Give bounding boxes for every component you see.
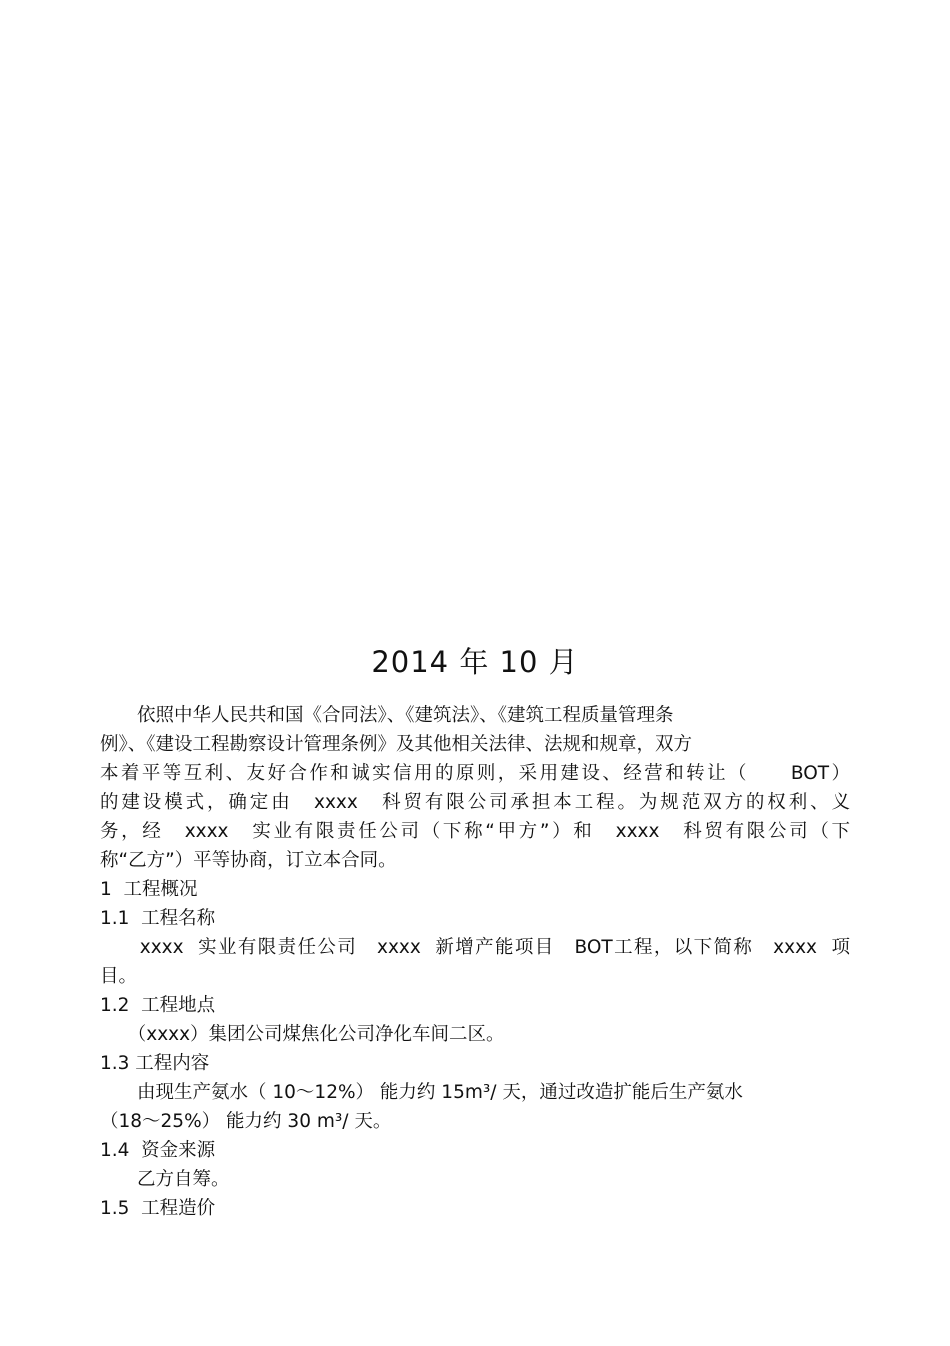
project-name-line-1: xxxx 实业有限责任公司 xxxx 新增产能项目 BOT工程，以下简称 xxxx 项 xyxy=(100,937,850,958)
intro-line-6: 称“乙方”）平等协商，订立本合同。 xyxy=(100,850,397,871)
section-heading-1: 1 工程概况 xyxy=(100,879,198,900)
project-content-line-2: （18～25%） 能力约 30 m³/ 天。 xyxy=(100,1111,392,1132)
section-heading-1-1: 1.1 工程名称 xyxy=(100,908,216,929)
section-heading-1-5: 1.5 工程造价 xyxy=(100,1198,216,1219)
project-content-line-1: 由现生产氨水（ 10～12%） 能力约 15m³/ 天，通过改造扩能后生产氨水 xyxy=(100,1082,743,1103)
intro-line-1: 依照中华人民共和国《合同法》、《建筑法》、《建筑工程质量管理条 xyxy=(100,705,674,726)
intro-line-5: 务，经 xxxx 实业有限责任公司（下称“甲方”）和 xxxx 科贸有限公司（下 xyxy=(100,821,850,842)
intro-line-3: 本着平等互利、友好合作和诚实信用的原则，采用建设、经营和转让（ BOT） xyxy=(100,763,850,784)
project-name-line-2: 目。 xyxy=(100,966,138,987)
intro-line-2: 例》、《建设工程勘察设计管理条例》及其他相关法律、法规和规章，双方 xyxy=(100,734,693,755)
section-heading-1-4: 1.4 资金来源 xyxy=(100,1140,216,1161)
section-heading-1-2: 1.2 工程地点 xyxy=(100,995,216,1016)
funding-source: 乙方自筹。 xyxy=(100,1169,230,1190)
intro-line-4: 的建设模式，确定由 xxxx 科贸有限公司承担本工程。为规范双方的权利、义 xyxy=(100,792,850,813)
document-date: 2014 年 10 月 xyxy=(371,645,579,679)
section-heading-1-3: 1.3 工程内容 xyxy=(100,1053,210,1074)
project-location: （xxxx）集团公司煤焦化公司净化车间二区。 xyxy=(100,1024,505,1045)
